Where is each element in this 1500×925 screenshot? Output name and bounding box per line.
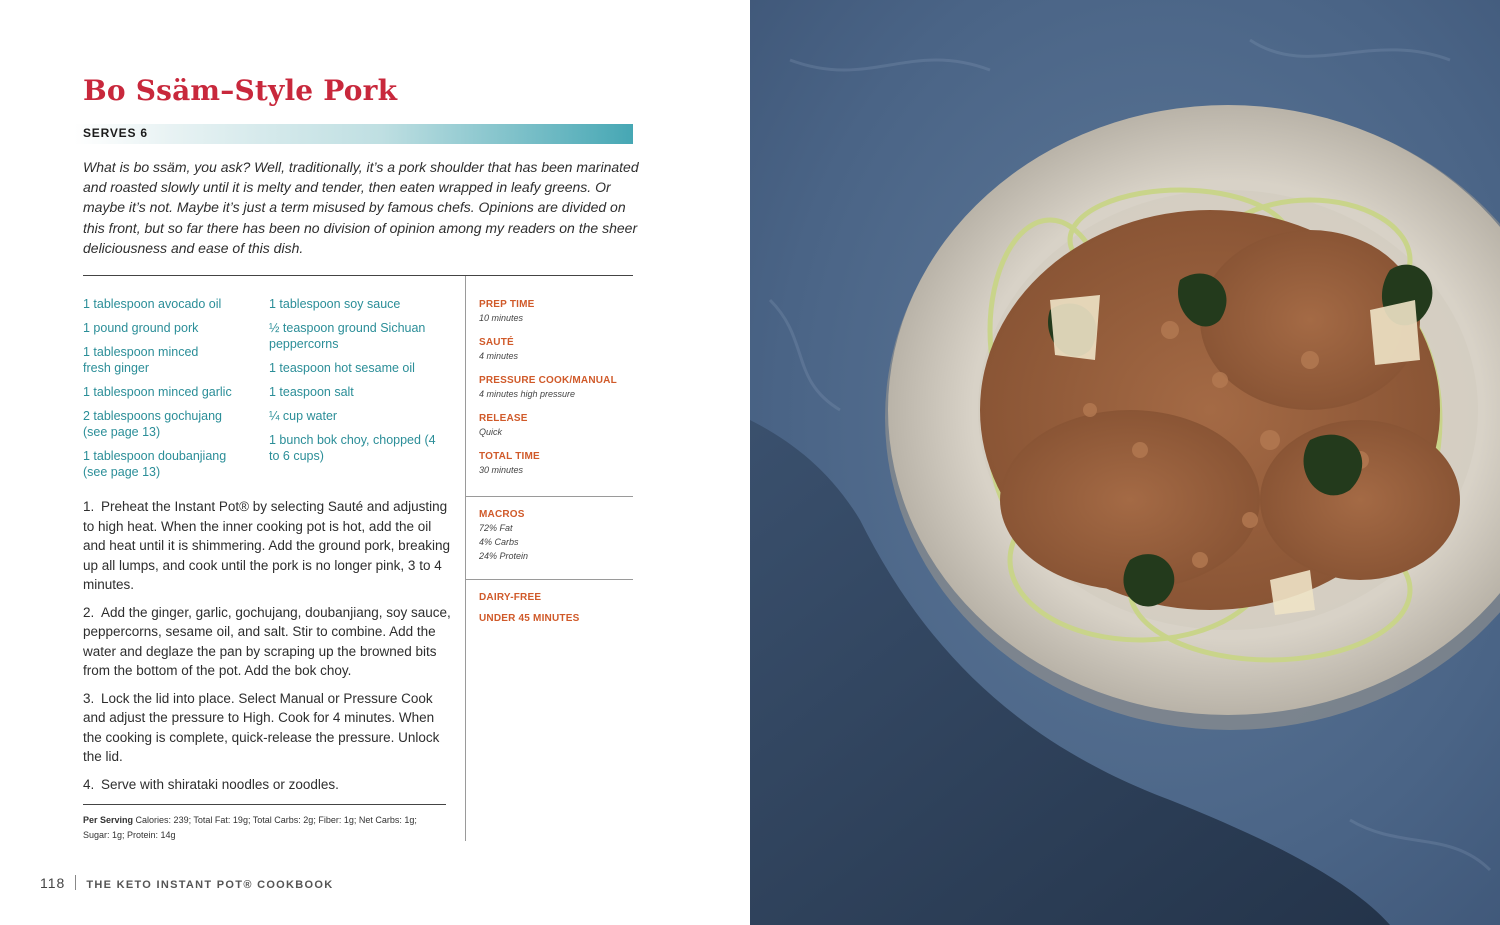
per-serving-text: Calories: 239; Total Fat: 19g; Total Carbs: 2g; Fiber: 1g; Net Carbs: 1g; Sugar: 1g; Protein: 14g (83, 815, 417, 840)
timing-value: 30 minutes (479, 465, 524, 475)
timing-label: RELEASE (479, 413, 528, 424)
step-number: 1. (83, 499, 95, 514)
timing-value: 4 minutes (479, 351, 519, 361)
ingredient-item: 1 tablespoon doubanjiang (see page 13) (83, 449, 227, 479)
step-text: Add the ginger, garlic, gochujang, doubanjiang, soy sauce, peppercorns, sesame oil, and salt. Stir to combine. Add the water and deglaze the pan by scraping up the browned bits from the bottom of the pot. Add the bok choy. (83, 604, 451, 678)
sidebar-divider (466, 579, 633, 580)
timing-label: TOTAL TIME (479, 451, 540, 462)
ingredient-item: ½ teaspoon ground Sichuan peppercorns (269, 321, 426, 351)
page-footer (40, 875, 333, 893)
per-serving-label: Per Serving (83, 815, 134, 825)
page-number: 118 (40, 875, 66, 891)
ingredient-item: 1 pound ground pork (83, 321, 199, 335)
step-item (83, 689, 455, 767)
macro-fat: 72% Fat (479, 523, 513, 533)
step-number: 3. (83, 690, 95, 706)
step-item (83, 775, 455, 795)
ground-pork (980, 210, 1460, 610)
serves-bar (74, 124, 633, 144)
ingredient-item: 1 tablespoon minced garlic (83, 385, 232, 399)
book-title: THE KETO INSTANT POT® COOKBOOK (86, 879, 334, 891)
timing-label: PREP TIME (479, 299, 535, 310)
timing-label: PRESSURE COOK/MANUAL (479, 375, 617, 386)
step-text: Lock the lid into place. Select Manual or Pressure Cook and adjust the pressure to High. Cook for 4 minutes. When the cooking is complete, quick-release the pressure. Unlock the lid. (83, 690, 440, 764)
macro-protein: 24% Protein (479, 551, 529, 561)
sidebar-divider (466, 496, 633, 497)
column-divider (465, 276, 466, 841)
nutrition-info (83, 813, 443, 843)
step-text: Serve with shirataki noodles or zoodles. (101, 776, 339, 792)
tag-dairy-free: DAIRY-FREE (479, 592, 542, 603)
step-item (83, 497, 455, 595)
ingredient-item: 1 teaspoon hot sesame oil (269, 361, 415, 375)
step-number: 4. (83, 776, 95, 792)
timing-value: Quick (479, 427, 503, 437)
footer-separator (75, 875, 76, 890)
step-text: Preheat the Instant Pot® by selecting Sauté and adjusting to high heat. When the inner cooking pot is hot, add the oil and heat until it is shimmering. Add the ground pork, breaking up all lumps, and cook until the pork is no longer pink, 3 to 4 minutes. (83, 499, 450, 592)
ingredient-item: 2 tablespoons gochujang (see page 13) (83, 409, 223, 439)
recipe-intro: What is bo ssäm, you ask? Well, traditionally, it’s a pork shoulder that has been marinated and roasted slowly until it is melty and tender, then eaten wrapped in leafy greens. Or maybe it’s not. Maybe it’s just a term misused by famous chefs. Opinions are divided on this front, but so far there has been no division of opinion among my readers on the sheer deliciousness and ease of this dish. (83, 159, 639, 256)
timing-panel (479, 298, 629, 488)
serves-label: SERVES 6 (83, 126, 148, 140)
ingredients-column-1 (83, 296, 263, 488)
ingredient-item: 1 tablespoon soy sauce (269, 297, 401, 311)
dish-illustration (750, 0, 1500, 925)
macros-panel (479, 508, 629, 563)
ingredient-item: 1 teaspoon salt (269, 385, 354, 399)
recipe-title: Bo Ssäm–Style Pork (83, 74, 398, 107)
timing-value: 4 minutes high pressure (479, 389, 576, 399)
timing-item (479, 412, 629, 439)
recipe-steps (83, 497, 455, 802)
timing-value: 10 minutes (479, 313, 524, 323)
step-item (83, 603, 455, 681)
nutrition-divider (83, 804, 446, 805)
dish-photo (750, 0, 1500, 925)
timing-item (479, 450, 629, 477)
macro-carbs: 4% Carbs (479, 537, 519, 547)
ingredient-item: 1 bunch bok choy, chopped (4 to 6 cups) (269, 433, 436, 463)
ingredients-column-2 (269, 296, 459, 472)
section-divider (83, 275, 633, 276)
timing-item (479, 298, 629, 325)
ingredient-item: 1 tablespoon minced fresh ginger (83, 345, 199, 375)
ingredient-item: 1 tablespoon avocado oil (83, 297, 222, 311)
macros-label: MACROS (479, 509, 525, 520)
diet-tags (479, 591, 629, 625)
step-number: 2. (83, 604, 95, 620)
timing-item (479, 374, 629, 401)
timing-label: SAUTÉ (479, 337, 514, 348)
ingredient-item: ¼ cup water (269, 409, 338, 423)
timing-item (479, 336, 629, 363)
tag-under-45-minutes: UNDER 45 MINUTES (479, 613, 580, 624)
